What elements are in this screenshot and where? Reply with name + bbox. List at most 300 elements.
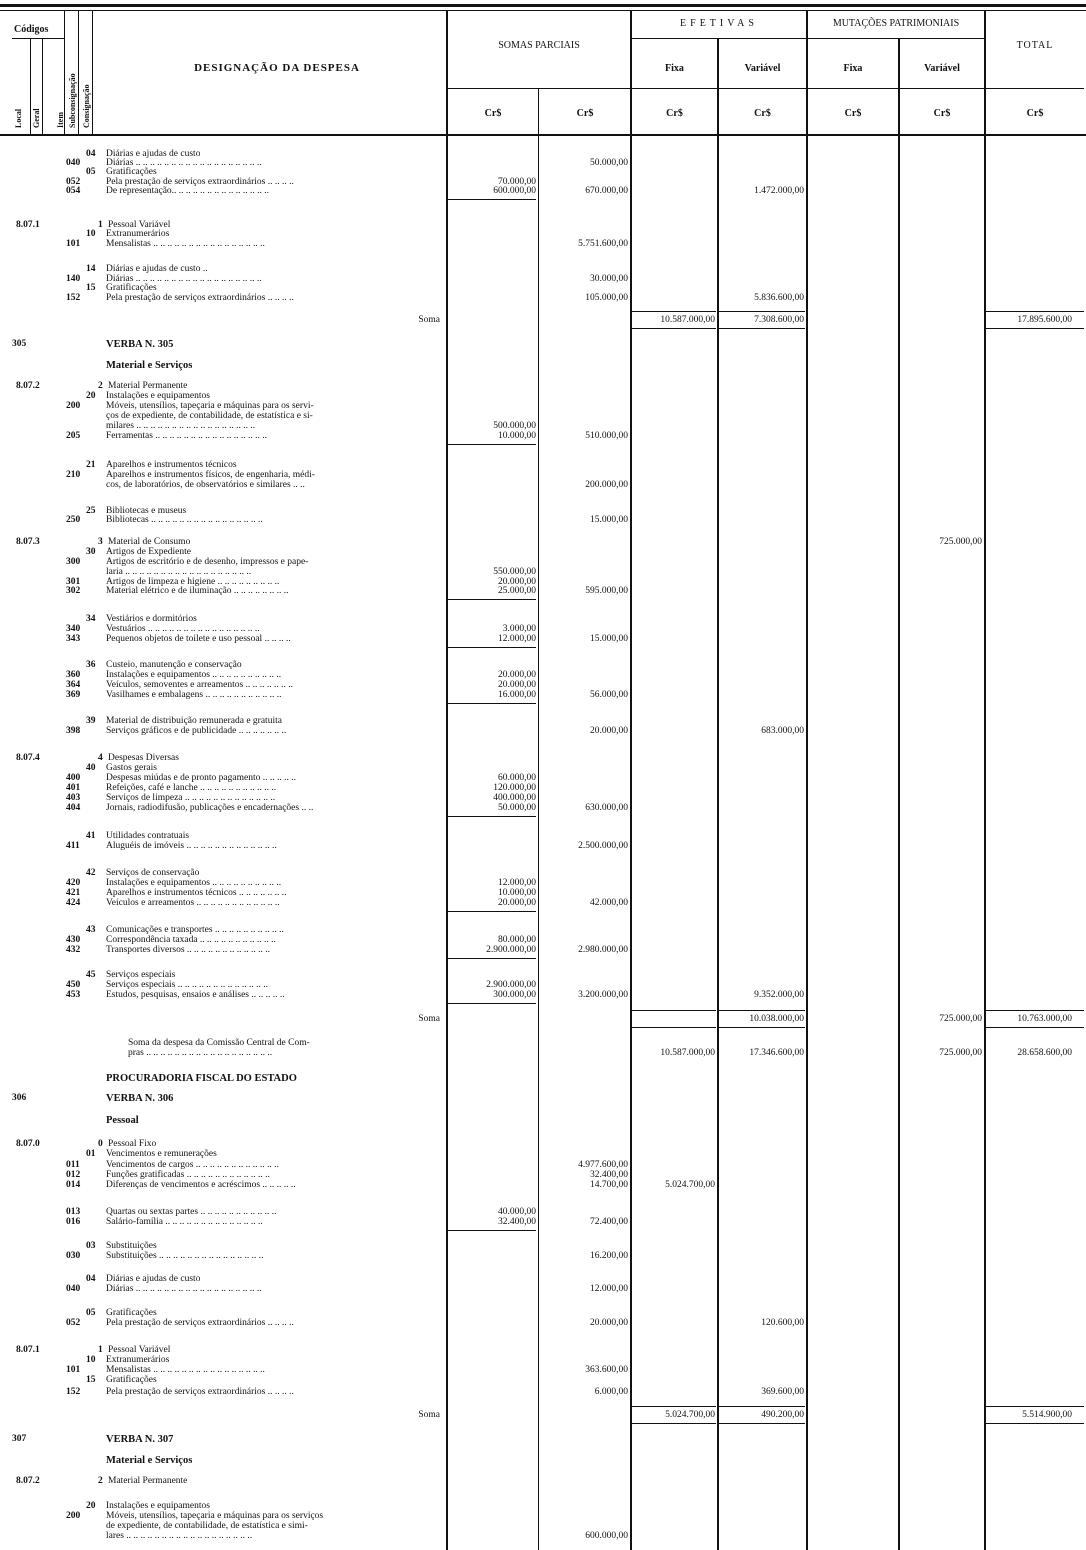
mutacoes-header: MUTAÇÕES PATRIMONIAIS xyxy=(832,18,960,29)
table-row xyxy=(0,803,1086,814)
soma-rule xyxy=(719,1406,805,1407)
amount-c1: 16.000,00 xyxy=(498,690,536,700)
item-header: Item xyxy=(56,112,65,128)
group-rule xyxy=(448,958,536,959)
table-row xyxy=(0,841,1086,852)
row-subcode: 0 xyxy=(98,1139,103,1149)
table-row xyxy=(0,990,1086,1001)
row-description: Instalações e equipamentos xyxy=(106,391,210,401)
amount-c1: 20.000,00 xyxy=(498,898,536,908)
row-code: 04 xyxy=(86,149,96,159)
consignacao-header: Consignação xyxy=(82,84,91,128)
row-code: 052 xyxy=(66,177,81,187)
row-code: 05 xyxy=(86,1308,96,1318)
row-description: Material Permanente xyxy=(108,381,188,391)
soma-rule xyxy=(986,1406,1084,1407)
row-code: 20 xyxy=(86,391,96,401)
soma-label: Soma xyxy=(418,315,440,325)
currency-col3: Cr$ xyxy=(666,108,683,119)
soma-rule xyxy=(719,1423,805,1424)
soma-rule xyxy=(632,1027,716,1028)
amount-c2: 200.000,00 xyxy=(585,480,628,490)
row-code: 101 xyxy=(66,239,81,249)
row-code: 8.07.2 xyxy=(16,1476,40,1486)
row-description: Aparelhos e instrumentos físicos, de engenharia, médi- xyxy=(106,470,315,480)
row-description: Gratificações xyxy=(106,167,157,177)
row-code: 040 xyxy=(66,1284,81,1294)
amount-c1: 60.000,00 xyxy=(498,773,536,783)
row-code: 14 xyxy=(86,264,96,274)
row-description: Bibliotecas e museus xyxy=(106,506,187,516)
local-header: Local xyxy=(14,108,23,128)
soma-rule xyxy=(632,1010,716,1011)
currency-col6: Cr$ xyxy=(933,108,951,119)
row-code: 04 xyxy=(86,1274,96,1284)
amount-c2: 5.751.600,00 xyxy=(578,239,628,249)
row-code: 364 xyxy=(66,680,81,690)
currency-col1: Cr$ xyxy=(484,108,502,119)
code-rule-2 xyxy=(42,38,43,134)
mvariavel-header: Variável xyxy=(924,63,960,74)
row-description: Gratificações xyxy=(106,1375,157,1385)
table-row xyxy=(0,239,1086,250)
designacao-header: DESIGNAÇÃO DA DESPESA xyxy=(194,62,360,74)
amount-c1: 12.000,00 xyxy=(498,878,536,888)
row-subcode: 4 xyxy=(98,753,103,763)
row-description: Diárias .. .. .. .. .. .. .. .. .. .. .. .. .. .. .. .. .. .. xyxy=(106,274,262,284)
amount-c2: 2.500.000,00 xyxy=(578,841,628,851)
row-code: 15 xyxy=(86,1375,96,1385)
row-code: 200 xyxy=(66,1511,81,1521)
row-code: 30 xyxy=(86,547,96,557)
row-subcode: 1 xyxy=(98,1345,103,1355)
row-subcode: 2 xyxy=(98,381,103,391)
row-code: 400 xyxy=(66,773,81,783)
currency-col4: Cr$ xyxy=(754,108,771,119)
amount-c1: 70.000,00 xyxy=(498,177,536,187)
amount-c3: 5.024.700,00 xyxy=(665,1180,715,1190)
amount-c2: 15.000,00 xyxy=(590,634,628,644)
row-code: 40 xyxy=(86,763,96,773)
table-row xyxy=(0,1387,1086,1398)
row-code: 10 xyxy=(86,1355,96,1365)
amount-c4: 5.836.600,00 xyxy=(754,293,804,303)
soma-label: Soma xyxy=(418,1014,440,1024)
amount-c6: 10.763.000,00 xyxy=(1017,1014,1072,1024)
group-rule xyxy=(448,599,536,600)
row-description: Veículos e arreamentos .. .. .. .. .. .. .. .. .. .. .. .. xyxy=(106,898,280,908)
table-row xyxy=(0,1375,1086,1386)
row-description: Diárias .. .. .. .. .. .. .. .. .. .. .. .. .. .. .. .. .. .. xyxy=(106,1284,262,1294)
table-row xyxy=(0,1531,1086,1542)
row-description: Serviços de conservação xyxy=(106,868,200,878)
row-description: Utilidades contratuais xyxy=(106,831,190,841)
soma-rule xyxy=(719,311,805,312)
table-row xyxy=(0,480,1086,491)
row-description: Refeições, café e lanche .. .. .. .. .. .. .. .. .. .. .. xyxy=(106,783,277,793)
row-code: 343 xyxy=(66,634,81,644)
row-code: 421 xyxy=(66,888,81,898)
row-description: Jornais, radiodifusão, publicações e encadernações .. .. xyxy=(106,803,314,813)
row-description: Despesas miúdas e de pronto pagamento .. .. .. .. .. xyxy=(106,773,296,783)
code-rule-5 xyxy=(92,10,93,134)
row-description: Despesas Diversas xyxy=(108,753,179,763)
row-description: pras .. .. .. .. .. .. .. .. .. .. .. .. .. .. .. .. .. .. xyxy=(128,1048,273,1058)
row-code: 20 xyxy=(86,1501,96,1511)
soma-rule xyxy=(986,311,1084,312)
row-code: 403 xyxy=(66,793,81,803)
row-description: Diárias e ajudas de custo xyxy=(106,149,201,159)
group-rule xyxy=(448,647,536,648)
row-code: 307 xyxy=(12,1434,27,1444)
row-description: Pessoal xyxy=(106,1115,139,1126)
table-row xyxy=(0,1284,1086,1295)
amount-c2: 30.000,00 xyxy=(590,274,628,284)
row-description: Correspondência taxada .. .. .. .. .. .. .. .. .. .. .. xyxy=(106,935,276,945)
amount-c2: 4.977.600,00 xyxy=(578,1160,628,1170)
amount-c1: 400.000,00 xyxy=(493,793,536,803)
total-header: TOTAL xyxy=(1016,40,1054,51)
table-row xyxy=(0,315,1086,326)
row-description: Aparelhos e instrumentos técnicos .. .. .. .. .. .. .. xyxy=(106,888,287,898)
row-description: Aparelhos e instrumentos técnicos xyxy=(106,460,237,470)
soma-label: Soma xyxy=(418,1410,440,1420)
row-code: 152 xyxy=(66,293,81,303)
table-row xyxy=(0,634,1086,645)
row-code: 369 xyxy=(66,690,81,700)
table-row xyxy=(0,1149,1086,1160)
amount-c4: 7.308.600,00 xyxy=(754,315,804,325)
row-description: Material e Serviços xyxy=(106,1455,193,1466)
top-rule-thin xyxy=(0,10,1086,11)
row-description: Gratificações xyxy=(106,283,157,293)
table-row xyxy=(0,945,1086,956)
top-rule xyxy=(0,4,1086,7)
table-row xyxy=(0,1410,1086,1421)
row-description: Bibliotecas .. .. .. .. .. .. .. .. .. .. .. .. .. .. .. .. xyxy=(106,515,263,525)
soma-rule xyxy=(632,1423,716,1424)
row-description: Gastos gerais xyxy=(106,763,157,773)
row-description: Pequenos objetos de toilete e uso pessoal .. .. .. .. xyxy=(106,634,291,644)
amount-c4: 120.600,00 xyxy=(761,1318,804,1328)
group-rule xyxy=(448,199,536,200)
row-description: Serviços especiais .. .. .. .. .. .. .. .. .. .. .. .. .. xyxy=(106,980,269,990)
row-description: Instalações e equipamentos .. .. .. .. .. .. .. .. .. .. xyxy=(106,670,282,680)
table-row xyxy=(0,360,1086,371)
row-subcode: 1 xyxy=(98,220,103,230)
table-row xyxy=(0,898,1086,909)
row-description: de expediente, de contabilidade, de estatística e simi- xyxy=(106,1521,308,1531)
soma-rule xyxy=(632,1406,716,1407)
table-row xyxy=(0,1318,1086,1329)
row-code: 15 xyxy=(86,283,96,293)
table-row xyxy=(0,431,1086,442)
row-code: 25 xyxy=(86,506,96,516)
row-description: Diárias e ajudas de custo xyxy=(106,1274,201,1284)
row-description: Mensalistas .. .. .. .. .. .. .. .. .. .. .. .. .. .. .. .. xyxy=(106,239,265,249)
header-bottom-rule xyxy=(0,134,1086,136)
col-rule-somas xyxy=(538,88,539,1550)
row-description: Extranumerários xyxy=(106,1355,170,1365)
row-description: Móveis, utensílios, tapeçaria e máquinas para os serviços xyxy=(106,1511,324,1521)
subconsignacao-header: Subconsignação xyxy=(68,73,77,128)
row-description: Veículos, semoventes e arreamentos .. .. .. .. .. .. .. xyxy=(106,680,294,690)
row-code: 411 xyxy=(66,841,80,851)
soma-rule xyxy=(719,1027,805,1028)
row-code: 398 xyxy=(66,726,81,736)
row-description: milares .. .. .. .. .. .. .. .. .. .. .. .. .. .. .. .. .. xyxy=(106,421,256,431)
row-code: 450 xyxy=(66,980,81,990)
row-description: Serviços de limpeza .. .. .. .. .. .. .. .. .. .. .. .. .. xyxy=(106,793,276,803)
row-description: Diárias .. .. .. .. .. .. .. .. .. .. .. .. .. .. .. .. .. .. xyxy=(106,158,262,168)
row-code: 8.07.1 xyxy=(16,220,40,230)
amount-c1: 10.000,00 xyxy=(498,431,536,441)
table-row xyxy=(0,1093,1086,1104)
row-description: De representação.. .. .. .. .. .. .. .. .. .. .. .. .. .. xyxy=(106,186,270,196)
amount-c1: 300.000,00 xyxy=(493,990,536,1000)
amount-c2: 42.000,00 xyxy=(590,898,628,908)
amount-c4: 369.600,00 xyxy=(761,1387,804,1397)
row-description: Diferenças de vencimentos e acréscimos .. .. .. .. .. xyxy=(106,1180,296,1190)
row-code: 401 xyxy=(66,783,81,793)
amount-c1: 32.400,00 xyxy=(498,1217,536,1227)
row-description: Pessoal Variável xyxy=(108,220,171,230)
amount-c2: 15.000,00 xyxy=(590,515,628,525)
row-description: laria .. .. .. .. .. .. .. .. .. .. .. .. .. .. .. .. .. .. xyxy=(106,567,252,577)
mfixa-header: Fixa xyxy=(843,63,863,74)
row-code: 8.07.4 xyxy=(16,753,40,763)
row-code: 040 xyxy=(66,158,81,168)
row-code: 432 xyxy=(66,945,81,955)
row-description: Gratificações xyxy=(106,1308,157,1318)
table-row xyxy=(0,515,1086,526)
row-subcode: 3 xyxy=(98,537,103,547)
row-description: Diárias e ajudas de custo .. xyxy=(106,264,208,274)
table-row xyxy=(0,1014,1086,1025)
row-code: 014 xyxy=(66,1180,81,1190)
table-row xyxy=(0,293,1086,304)
row-code: 05 xyxy=(86,167,96,177)
table-row xyxy=(0,1180,1086,1191)
amount-c2: 72.400,00 xyxy=(590,1217,628,1227)
subheader-rule-4 xyxy=(984,88,1084,89)
row-description: VERBA N. 305 xyxy=(106,339,174,350)
row-description: Material Permanente xyxy=(108,1476,188,1486)
table-row xyxy=(0,1217,1086,1228)
row-code: 45 xyxy=(86,970,96,980)
row-code: 205 xyxy=(66,431,81,441)
row-code: 054 xyxy=(66,186,81,196)
amount-c1: 20.000,00 xyxy=(498,680,536,690)
amount-c1: 20.000,00 xyxy=(498,670,536,680)
code-rule-1 xyxy=(30,38,31,134)
amount-c4: 490.200,00 xyxy=(761,1410,804,1420)
amount-c4: 10.038.000,00 xyxy=(749,1014,804,1024)
amount-c2: 12.000,00 xyxy=(590,1284,628,1294)
row-code: 306 xyxy=(12,1093,27,1103)
row-description: Substituições .. .. .. .. .. .. .. .. .. .. .. .. .. .. .. xyxy=(106,1251,264,1261)
currency-col2: Cr$ xyxy=(576,108,594,119)
row-code: 8.07.3 xyxy=(16,537,40,547)
row-description: Substituições xyxy=(106,1241,157,1251)
table-row xyxy=(0,339,1086,350)
row-code: 34 xyxy=(86,614,96,624)
row-code: 420 xyxy=(66,878,81,888)
row-code: 302 xyxy=(66,586,81,596)
amount-c3: 5.024.700,00 xyxy=(665,1410,715,1420)
row-code: 250 xyxy=(66,515,81,525)
row-description: Comunicações e transportes .. .. .. .. .. .. .. .. .. .. xyxy=(106,925,284,935)
row-description: Pela prestação de serviços extraordinários .. .. .. .. xyxy=(106,293,294,303)
currency-col7: Cr$ xyxy=(1026,108,1044,119)
soma-rule xyxy=(632,328,716,329)
soma-rule xyxy=(719,1010,805,1011)
row-description: Vencimentos e remunerações xyxy=(106,1149,217,1159)
row-description: Pela prestação de serviços extraordinários .. .. .. .. xyxy=(106,177,294,187)
amount-c2: 50.000,00 xyxy=(590,158,628,168)
row-code: 21 xyxy=(86,460,96,470)
amount-c3: 10.587.000,00 xyxy=(660,1048,715,1058)
amount-c2: 600.000,00 xyxy=(585,1531,628,1541)
amount-c2: 14.700,00 xyxy=(590,1180,628,1190)
row-code: 36 xyxy=(86,660,96,670)
amount-c5: 725.000,00 xyxy=(939,1048,982,1058)
amount-c4: 9.352.000,00 xyxy=(754,990,804,1000)
row-description: Vencimentos de cargos .. .. .. .. .. .. .. .. .. .. .. .. xyxy=(106,1160,279,1170)
soma-rule xyxy=(986,1423,1084,1424)
amount-c2: 20.000,00 xyxy=(590,726,628,736)
row-code: 210 xyxy=(66,470,81,480)
amount-c2: 670.000,00 xyxy=(585,186,628,196)
row-code: 8.07.2 xyxy=(16,381,40,391)
row-code: 011 xyxy=(66,1160,80,1170)
amount-c5: 725.000,00 xyxy=(939,537,982,547)
table-row xyxy=(0,1048,1086,1059)
table-row xyxy=(0,586,1086,597)
table-row xyxy=(0,726,1086,737)
row-description: Artigos de escritório e de desenho, impressos e pape- xyxy=(106,557,309,567)
row-code: 360 xyxy=(66,670,81,680)
row-code: 8.07.1 xyxy=(16,1345,40,1355)
row-code: 03 xyxy=(86,1241,96,1251)
row-code: 340 xyxy=(66,624,81,634)
group-rule xyxy=(448,444,536,445)
row-description: Material de distribuição remunerada e gratuita xyxy=(106,716,282,726)
row-description: Material e Serviços xyxy=(106,360,193,371)
group-rule xyxy=(448,703,536,704)
row-code: 41 xyxy=(86,831,96,841)
row-code: 404 xyxy=(66,803,81,813)
amount-c1: 50.000,00 xyxy=(498,803,536,813)
amount-c1: 2.900.000,00 xyxy=(486,980,536,990)
amount-c5: 725.000,00 xyxy=(939,1014,982,1024)
row-code: 39 xyxy=(86,716,96,726)
row-code: 305 xyxy=(12,339,27,349)
amount-c4: 1.472.000,00 xyxy=(754,186,804,196)
row-code: 430 xyxy=(66,935,81,945)
row-code: 152 xyxy=(66,1387,81,1397)
row-description: lares .. .. .. .. .. .. .. .. .. .. .. .. .. .. .. .. .. .. xyxy=(106,1531,253,1541)
code-rule-4 xyxy=(78,10,79,134)
amount-c1: 10.000,00 xyxy=(498,888,536,898)
codigos-header: Códigos xyxy=(14,24,49,35)
row-description: Artigos de Expediente xyxy=(106,547,191,557)
soma-rule xyxy=(986,1010,1084,1011)
row-code: 424 xyxy=(66,898,81,908)
row-code: 140 xyxy=(66,274,81,284)
row-description: Estudos, pesquisas, ensaios e análises .. .. .. .. .. xyxy=(106,990,285,1000)
table-row xyxy=(0,1455,1086,1466)
amount-c2: 2.980.000,00 xyxy=(578,945,628,955)
row-code: 42 xyxy=(86,868,96,878)
row-description: Pessoal Fixo xyxy=(108,1139,157,1149)
amount-c6: 28.658.600,00 xyxy=(1017,1048,1072,1058)
row-description: Pela prestação de serviços extraordinários .. .. .. .. xyxy=(106,1387,294,1397)
row-description: VERBA N. 306 xyxy=(106,1093,174,1104)
row-description: Soma da despesa da Comissão Central de Com- xyxy=(128,1038,310,1048)
row-description: Transportes diversos .. .. .. .. .. .. .. .. .. .. .. .. xyxy=(106,945,271,955)
row-code: 453 xyxy=(66,990,81,1000)
amount-c2: 56.000,00 xyxy=(590,690,628,700)
amount-c1: 40.000,00 xyxy=(498,1207,536,1217)
amount-c4: 17.346.600,00 xyxy=(749,1048,804,1058)
row-description: Custeio, manutenção e conservação xyxy=(106,660,242,670)
row-description: Pessoal Variável xyxy=(108,1345,171,1355)
row-description: Salário-família .. .. .. .. .. .. .. .. .. .. .. .. .. .. xyxy=(106,1217,263,1227)
variavel-header: Variável xyxy=(744,63,781,74)
table-row xyxy=(0,1476,1086,1487)
fixa-header: Fixa xyxy=(665,63,684,74)
row-code: 301 xyxy=(66,577,81,587)
row-description: Serviços especiais xyxy=(106,970,176,980)
amount-c4: 683.000,00 xyxy=(761,726,804,736)
soma-rule xyxy=(986,1027,1084,1028)
currency-col5: Cr$ xyxy=(844,108,862,119)
row-description: PROCURADORIA FISCAL DO ESTADO xyxy=(106,1073,297,1084)
row-description: Instalações e equipamentos .. .. .. .. .. .. .. .. .. .. xyxy=(106,878,282,888)
row-description: Serviços gráficos e de publicidade .. .. .. .. .. .. .. xyxy=(106,726,287,736)
amount-c1: 25.000,00 xyxy=(498,586,536,596)
row-code: 012 xyxy=(66,1170,81,1180)
row-description: Material elétrico e de iluminação .. .. .. .. .. .. .. .. xyxy=(106,586,289,596)
amount-c1: 20.000,00 xyxy=(498,577,536,587)
table-row xyxy=(0,1251,1086,1262)
amount-c1: 550.000,00 xyxy=(493,567,536,577)
efetivas-header: EFETIVAS xyxy=(680,18,758,29)
row-code: 013 xyxy=(66,1207,81,1217)
row-code: 43 xyxy=(86,925,96,935)
row-description: Material de Consumo xyxy=(108,537,191,547)
row-description: Vasilhames e embalagens .. .. .. .. .. .. .. .. .. .. .. xyxy=(106,690,282,700)
row-code: 052 xyxy=(66,1318,81,1328)
row-description: Extranumerários xyxy=(106,229,170,239)
amount-c2: 363.600,00 xyxy=(585,1365,628,1375)
table-row xyxy=(0,1073,1086,1084)
amount-c2: 595.000,00 xyxy=(585,586,628,596)
amount-c6: 17.895.600,00 xyxy=(1017,315,1072,325)
amount-c6: 5.514.900,00 xyxy=(1022,1410,1072,1420)
row-code: 200 xyxy=(66,401,81,411)
amount-c3: 10.587.000,00 xyxy=(660,315,715,325)
row-description: Mensalistas .. .. .. .. .. .. .. .. .. .. .. .. .. .. .. .. xyxy=(106,1365,265,1375)
amount-c1: 80.000,00 xyxy=(498,935,536,945)
amount-c1: 3.000,00 xyxy=(502,624,536,634)
amount-c2: 32.400,00 xyxy=(590,1170,628,1180)
amount-c2: 105.000,00 xyxy=(585,293,628,303)
amount-c2: 16.200,00 xyxy=(590,1251,628,1261)
group-rule xyxy=(448,816,536,817)
amount-c2: 510.000,00 xyxy=(585,431,628,441)
